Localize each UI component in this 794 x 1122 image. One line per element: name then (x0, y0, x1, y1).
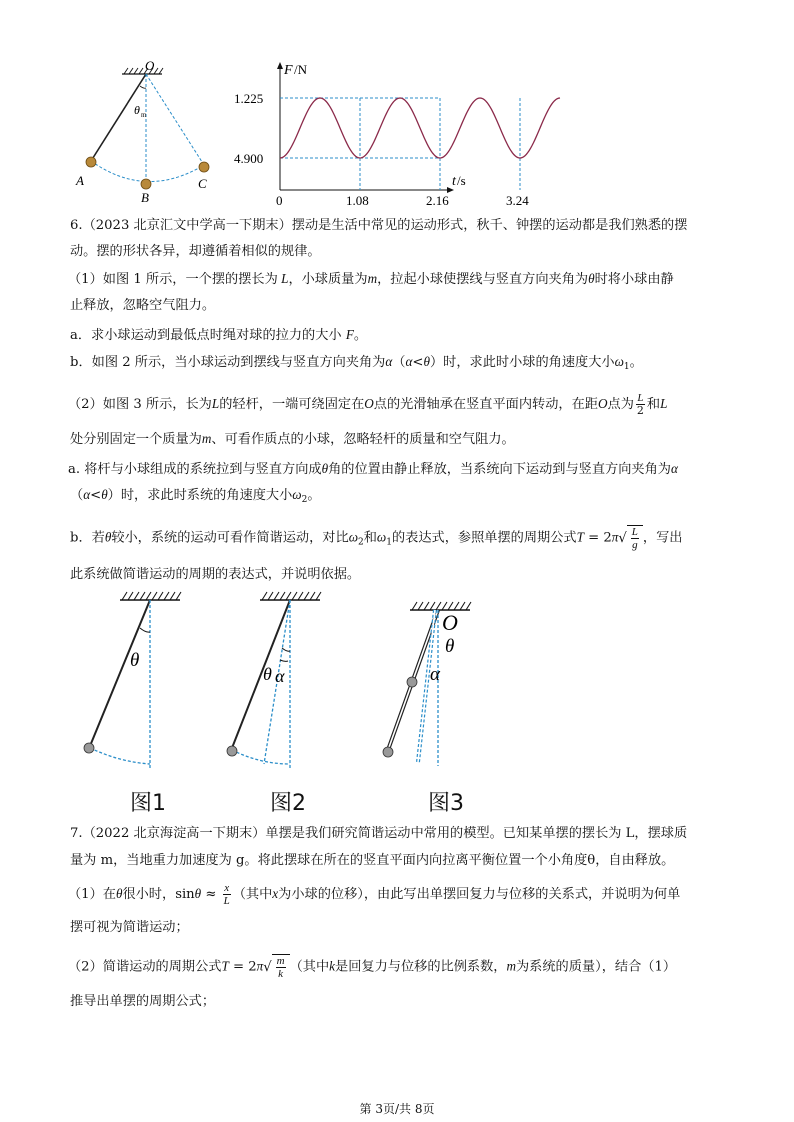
y-tick-label: 4.900 (234, 151, 264, 166)
q7-part1-cont: 摆可视为简谐运动； (70, 920, 189, 935)
pendulum-figures (70, 588, 520, 814)
q6-part2-a: a. 将杆与小球组成的系统拉到与竖直方向成θ角的位置由静止释放，当系统向下运动到与竖直方向夹角为α (68, 461, 678, 477)
fig3-O: O (442, 610, 458, 635)
q6-part2-b-cont: 此系统做简谐运动的周期的表达式，并说明依据。 (70, 567, 361, 582)
q6-header-2: 动。摆的形状各异，却遵循着相似的规律。 (70, 244, 321, 259)
q7-part2: （2）简谐运动的周期公式T = 2π√ $\frac{m}{k}$ （其中k是回复力与位移的比例系数，m为系统的质量），结合（1） (68, 955, 677, 980)
q6-part2: （2）如图 3 所示，长为L的轻杆，一端可绕固定在O点的光滑轴承在竖直平面内转动，在距O点为 $\frac{L}{2}$ 和L (68, 392, 668, 417)
force-time-graph (228, 62, 529, 208)
q6-question-a: a．求小球运动到最低点时绳对球的拉力的大小 F。 (70, 327, 368, 343)
x-axis-unit: /s (457, 173, 466, 188)
top-pendulum-figure (76, 58, 230, 205)
q6-part1-cont: 止释放，忽略空气阻力。 (70, 298, 216, 313)
figure-1-caption: 图1 (130, 791, 166, 816)
fraction-L-over-2: $\frac{L}{2}$ (636, 392, 644, 417)
q7-header: 7.（2022 北京海淀高一下期末）单摆是我们研究简谐运动中常用的模型。已知某单摆的摆长为 L，摆球质 (70, 826, 688, 841)
q6-part2-cont: 处分别固定一个质量为m、可看作质点的小球，忽略轻杆的质量和空气阻力。 (70, 431, 515, 447)
label-B: B (141, 190, 149, 205)
label-theta-sub: m (141, 111, 147, 119)
label-A: A (76, 173, 84, 188)
label-theta: θ (134, 103, 140, 117)
q6-part2-b: b．若θ较小，系统的运动可看作简谐运动，对比$\omega_2$和$\omega_1$的表达式，参照单摆的周期公式T = 2π√ $\frac{L}{g}$ ，写出 (70, 526, 683, 551)
y-axis-label: F (284, 63, 293, 78)
x-axis-label: t (452, 174, 456, 189)
q6-question-b: b．如图 2 所示，当小球运动到摆线与竖直方向夹角为α（α<θ）时，求此时小球的角速度大小$\omega_1$。 (70, 354, 643, 372)
label-C: C (198, 176, 207, 191)
force-curve (280, 98, 560, 158)
fig2-theta: θ (263, 664, 272, 684)
x-tick-label: 2.16 (426, 193, 449, 208)
page-footer: 第 3页/共 8页 (359, 1102, 435, 1116)
q7-part1: （1）在θ很小时，sinθ ≈ $\frac{x}{L}$ （其中x为小球的位移），由此写出单摆回复力与位移的关系式，并说明为何单 (68, 882, 681, 907)
fig3-alpha: α (430, 664, 440, 685)
figure-1 (84, 592, 181, 768)
x-tick-label: 0 (276, 193, 283, 208)
fig2-alpha: α (275, 666, 285, 686)
y-tick-label: 1.225 (234, 91, 264, 106)
q7-part2-cont: 推导出单摆的周期公式； (70, 994, 216, 1009)
label-O: O (145, 58, 155, 73)
sqrt-L-over-g: √ $\frac{L}{g}$ (618, 525, 643, 551)
x-tick-label: 1.08 (346, 193, 369, 208)
q6-part1: （1）如图 1 所示，一个摆的摆长为 L，小球质量为m，拉起小球使摆线与竖直方向夹角为θ时将小球由静 (68, 271, 674, 287)
fig3-theta: θ (445, 636, 455, 657)
figure-3-caption: 图3 (428, 791, 464, 816)
fraction-x-over-L: $\frac{x}{L}$ (223, 882, 230, 907)
q7-header-2: 量为 m，当地重力加速度为 g。将此摆球在所在的竖直平面内向拉离平衡位置一个小角度θ，自由释放。 (70, 853, 675, 868)
figure-3 (383, 602, 471, 766)
q6-header: 6.（2023 北京汇文中学高一下期末）摆动是生活中常见的运动形式，秋千、钟摆的运动都是我们熟悉的摆 (70, 218, 688, 233)
y-axis-unit: /N (294, 62, 307, 77)
figure-2-caption: 图2 (270, 791, 306, 816)
x-tick-label: 3.24 (506, 193, 529, 208)
fig1-theta: θ (130, 650, 140, 671)
sqrt-m-over-k: √ $\frac{m}{k}$ (263, 954, 289, 980)
q6-part2-a-cont: （α<θ）时，求此时系统的角速度大小$\omega_2$。 (70, 487, 321, 505)
figure-2 (227, 592, 321, 768)
